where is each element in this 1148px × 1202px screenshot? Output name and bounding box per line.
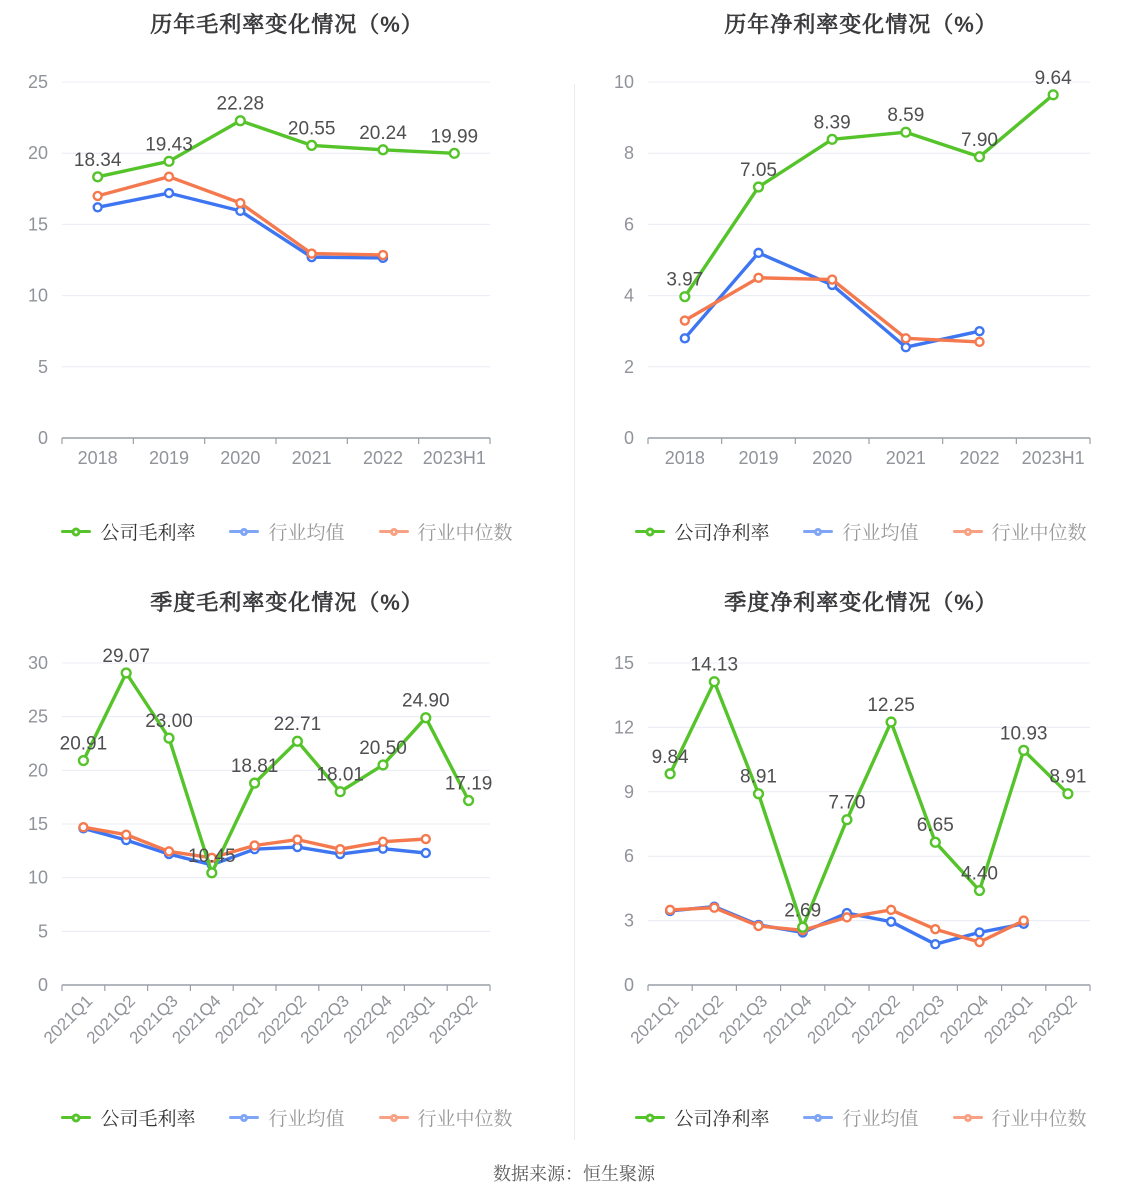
y-grid xyxy=(614,72,1090,448)
chart-panel-quarterly-net-margin xyxy=(574,560,1148,1160)
series-line xyxy=(670,682,1068,928)
data-label: 12.25 xyxy=(867,695,915,717)
legend-item-label: 公司毛利率 xyxy=(100,523,196,544)
x-tick-label: 2021Q3 xyxy=(715,991,772,1048)
line-series-icon xyxy=(953,524,983,540)
legend-item-label: 行业中位数 xyxy=(991,523,1087,544)
x-tick-label: 2018 xyxy=(77,448,118,468)
data-label: 8.59 xyxy=(887,105,925,127)
data-point xyxy=(902,343,910,351)
data-label: 7.90 xyxy=(961,129,998,151)
data-point xyxy=(843,815,852,824)
data-label: 20.24 xyxy=(359,122,407,144)
data-point xyxy=(681,317,689,325)
y-tick-label: 25 xyxy=(27,706,48,727)
y-tick-label: 0 xyxy=(37,428,48,448)
chart-title-quarterly-gross-margin: 季度毛利率变化情况（%） xyxy=(150,590,424,615)
line-series-icon xyxy=(803,524,833,540)
y-tick-label: 10 xyxy=(27,867,48,888)
data-label: 4.40 xyxy=(961,863,998,885)
x-tick-label: 2021Q2 xyxy=(670,991,728,1048)
y-tick-label: 12 xyxy=(613,717,634,738)
data-point xyxy=(165,157,174,166)
legend-item-industry-median[interactable] xyxy=(953,1104,1087,1131)
data-point xyxy=(976,327,984,335)
data-point xyxy=(236,116,245,125)
data-point xyxy=(754,789,763,798)
data-label: 18.34 xyxy=(73,149,122,171)
legend-item-company-net-margin[interactable] xyxy=(635,518,769,545)
chart-panel-annual-net-margin xyxy=(574,0,1148,560)
data-point xyxy=(666,906,674,914)
x-tick-label: 2021 xyxy=(885,448,926,468)
y-tick-label: 15 xyxy=(613,653,634,673)
line-series-icon xyxy=(229,524,259,540)
legend-item-label: 公司净利率 xyxy=(674,1109,770,1130)
data-point xyxy=(336,787,345,796)
data-point xyxy=(1049,90,1058,99)
legend-item-label: 公司净利率 xyxy=(674,523,770,544)
data-point xyxy=(165,847,173,855)
y-tick-label: 10 xyxy=(27,285,48,306)
x-tick-label: 2023Q1 xyxy=(980,991,1037,1048)
x-tick-label: 2021Q2 xyxy=(82,991,140,1048)
legend-quarterly-net-margin xyxy=(574,1104,1148,1131)
line-series-icon xyxy=(803,1110,833,1126)
data-point xyxy=(754,183,763,192)
x-tick-label: 2021Q3 xyxy=(125,991,182,1048)
series-line xyxy=(685,253,980,347)
data-point xyxy=(79,823,87,831)
data-point xyxy=(94,203,102,211)
data-point xyxy=(931,838,940,847)
data-point xyxy=(1019,746,1028,755)
line-series-icon xyxy=(635,524,665,540)
x-axis xyxy=(62,438,490,468)
data-point xyxy=(379,838,387,846)
data-label: 10.93 xyxy=(999,723,1048,745)
y-tick-label: 0 xyxy=(623,975,634,995)
y-tick-label: 30 xyxy=(27,653,48,673)
data-point xyxy=(379,761,388,770)
line-series-icon xyxy=(379,524,409,540)
legend-item-industry-median[interactable] xyxy=(953,518,1087,545)
y-tick-label: 25 xyxy=(27,72,48,92)
line-series-icon xyxy=(635,1110,665,1126)
data-point xyxy=(122,669,131,678)
data-point xyxy=(887,918,895,926)
y-tick-label: 15 xyxy=(27,214,48,235)
legend-item-company-gross-margin[interactable] xyxy=(61,1104,195,1131)
data-point xyxy=(293,737,302,746)
legend-item-industry-median[interactable] xyxy=(379,518,513,545)
y-tick-label: 6 xyxy=(623,846,634,867)
data-label: 9.64 xyxy=(1034,67,1072,89)
x-tick-label: 2021Q1 xyxy=(40,991,97,1048)
data-point xyxy=(379,251,387,259)
y-tick-label: 20 xyxy=(27,760,48,781)
x-tick-label: 2022Q2 xyxy=(847,991,904,1048)
data-point xyxy=(976,338,984,346)
data-label: 23.00 xyxy=(145,711,193,733)
data-point xyxy=(79,756,88,765)
data-point xyxy=(828,276,836,284)
data-point xyxy=(976,928,984,936)
line-series-icon xyxy=(229,1110,259,1126)
y-tick-label: 0 xyxy=(623,428,634,448)
legend-item-industry-average[interactable] xyxy=(803,1104,918,1131)
data-point xyxy=(931,940,939,948)
data-point xyxy=(165,173,173,181)
x-tick-label: 2022Q3 xyxy=(891,991,949,1048)
data-point xyxy=(464,796,473,805)
x-tick-label: 2023H1 xyxy=(422,448,486,468)
series-company xyxy=(74,94,478,182)
data-point xyxy=(666,769,675,778)
data-point xyxy=(755,249,763,257)
chart-panel-annual-gross-margin xyxy=(0,0,574,560)
legend-item-industry-average[interactable] xyxy=(229,518,344,545)
y-tick-label: 4 xyxy=(623,285,634,306)
legend-item-industry-median[interactable] xyxy=(379,1104,513,1131)
series-line xyxy=(685,95,1053,297)
data-point xyxy=(843,913,851,921)
data-point xyxy=(1064,789,1073,798)
x-tick-label: 2021Q4 xyxy=(759,991,816,1048)
line-series-icon xyxy=(61,1110,91,1126)
data-point xyxy=(450,149,459,158)
y-tick-label: 8 xyxy=(623,143,634,164)
data-point xyxy=(975,152,984,161)
legend-quarterly-gross-margin xyxy=(0,1104,574,1131)
data-point xyxy=(976,938,984,946)
series-company xyxy=(666,68,1072,301)
x-tick-label: 2022Q3 xyxy=(296,991,354,1048)
legend-item-label: 公司毛利率 xyxy=(100,1109,196,1130)
data-label: 7.70 xyxy=(828,792,866,814)
data-point xyxy=(887,718,896,727)
legend-item-industry-average[interactable] xyxy=(803,518,918,545)
data-label: 19.99 xyxy=(430,126,479,148)
legend-item-label: 行业中位数 xyxy=(417,523,513,544)
data-point xyxy=(710,904,718,912)
x-tick-label: 2022Q4 xyxy=(936,991,993,1048)
data-point xyxy=(236,199,244,207)
data-label: 7.05 xyxy=(740,160,777,182)
data-label: 22.71 xyxy=(273,714,322,736)
data-point xyxy=(798,923,807,932)
annual-gross-margin-line-chart xyxy=(0,60,574,510)
x-axis xyxy=(40,985,490,1048)
x-tick-label: 2021Q4 xyxy=(168,991,225,1048)
data-point xyxy=(828,135,837,144)
x-tick-label: 2022Q1 xyxy=(211,991,268,1048)
data-label: 6.65 xyxy=(916,815,954,837)
y-tick-label: 9 xyxy=(623,781,634,802)
legend-annual-gross-margin xyxy=(0,518,574,545)
chart-title-quarterly-net-margin: 季度净利率变化情况（%） xyxy=(724,590,998,615)
data-point xyxy=(422,849,430,857)
x-tick-label: 2020 xyxy=(812,448,853,468)
x-tick-label: 2022 xyxy=(362,448,404,468)
y-tick-label: 20 xyxy=(27,143,48,164)
series-industry-median xyxy=(681,274,984,346)
data-point xyxy=(887,906,895,914)
data-point xyxy=(421,713,430,722)
data-label: 8.91 xyxy=(740,766,777,788)
x-tick-label: 2023Q1 xyxy=(382,991,439,1048)
data-label: 22.28 xyxy=(216,93,265,115)
legend-item-label: 行业均值 xyxy=(842,523,919,544)
x-tick-label: 2022Q2 xyxy=(254,991,311,1048)
series-industry-average xyxy=(681,249,984,351)
line-series-icon xyxy=(61,524,91,540)
legend-item-label: 行业均值 xyxy=(268,1109,345,1130)
x-tick-label: 2019 xyxy=(738,448,779,468)
data-label: 18.81 xyxy=(230,756,279,778)
x-tick-label: 2023Q2 xyxy=(1024,991,1081,1048)
line-series-icon xyxy=(953,1110,983,1126)
chart-panel-quarterly-gross-margin xyxy=(0,560,574,1160)
data-point xyxy=(379,145,388,154)
data-point xyxy=(122,831,130,839)
x-tick-label: 2022Q4 xyxy=(339,991,396,1048)
data-point xyxy=(902,334,910,342)
data-point xyxy=(250,779,259,788)
data-point xyxy=(293,836,301,844)
x-axis xyxy=(627,985,1090,1048)
y-tick-label: 5 xyxy=(37,356,48,377)
data-label: 8.39 xyxy=(813,112,851,134)
data-point xyxy=(94,192,102,200)
data-point xyxy=(1020,917,1028,925)
data-label: 10.45 xyxy=(188,845,236,867)
y-tick-label: 3 xyxy=(623,910,634,931)
legend-item-label: 行业中位数 xyxy=(991,1109,1087,1130)
data-label: 20.91 xyxy=(59,733,108,755)
data-point xyxy=(680,292,689,301)
data-point xyxy=(975,886,984,895)
data-label: 29.07 xyxy=(102,645,150,667)
data-point xyxy=(93,172,102,181)
y-tick-label: 15 xyxy=(27,814,48,834)
x-axis xyxy=(648,438,1090,468)
data-label: 17.19 xyxy=(444,773,493,795)
data-point xyxy=(251,841,259,849)
data-label: 3.97 xyxy=(666,269,704,291)
legend-item-label: 行业中位数 xyxy=(417,1109,513,1130)
data-label: 20.50 xyxy=(359,737,407,759)
data-point xyxy=(755,922,763,930)
data-label: 19.43 xyxy=(145,134,193,156)
data-point xyxy=(165,734,174,743)
column-divider xyxy=(574,84,575,1140)
data-point xyxy=(308,250,316,258)
data-source-note: 数据来源：恒生聚源 xyxy=(493,1164,655,1184)
data-label: 2.69 xyxy=(784,900,822,922)
data-label: 14.13 xyxy=(690,654,739,676)
legend-item-company-gross-margin[interactable] xyxy=(61,518,195,545)
data-point xyxy=(165,189,173,197)
x-tick-label: 2021 xyxy=(291,448,332,468)
x-tick-label: 2019 xyxy=(148,448,190,468)
data-label: 24.90 xyxy=(402,690,450,712)
data-point xyxy=(336,845,344,853)
y-tick-label: 0 xyxy=(37,975,48,995)
x-tick-label: 2022Q1 xyxy=(803,991,860,1048)
line-series-icon xyxy=(379,1110,409,1126)
x-tick-label: 2022 xyxy=(959,448,1000,468)
data-point xyxy=(755,274,763,282)
data-label: 20.55 xyxy=(287,118,336,140)
chart-title-annual-gross-margin: 历年毛利率变化情况（%） xyxy=(150,12,424,37)
data-point xyxy=(207,868,216,877)
x-tick-label: 2023Q2 xyxy=(425,991,482,1048)
quarterly-gross-margin-line-chart xyxy=(0,638,574,1088)
data-point xyxy=(710,677,719,686)
data-label: 8.91 xyxy=(1049,766,1087,788)
x-tick-label: 2021Q1 xyxy=(626,991,683,1048)
data-point xyxy=(931,925,939,933)
data-point xyxy=(901,128,910,137)
x-tick-label: 2018 xyxy=(664,448,705,468)
y-grid xyxy=(614,653,1090,995)
y-tick-label: 5 xyxy=(37,921,48,942)
legend-item-label: 行业均值 xyxy=(268,523,345,544)
annual-net-margin-line-chart xyxy=(574,60,1148,510)
data-point xyxy=(681,334,689,342)
y-tick-label: 10 xyxy=(613,72,634,92)
legend-annual-net-margin xyxy=(574,518,1148,545)
data-point xyxy=(422,835,430,843)
legend-item-label: 行业均值 xyxy=(842,1109,919,1130)
data-label: 18.01 xyxy=(316,764,364,786)
quarterly-net-margin-line-chart xyxy=(574,638,1148,1088)
x-tick-label: 2023H1 xyxy=(1021,448,1085,468)
data-label: 9.84 xyxy=(651,746,689,768)
legend-item-industry-average[interactable] xyxy=(229,1104,344,1131)
legend-item-company-net-margin[interactable] xyxy=(635,1104,769,1131)
data-point xyxy=(307,141,316,150)
chart-title-annual-net-margin: 历年净利率变化情况（%） xyxy=(724,12,998,37)
x-tick-label: 2020 xyxy=(220,448,261,468)
series-company xyxy=(652,655,1087,932)
y-tick-label: 2 xyxy=(623,356,634,377)
y-tick-label: 6 xyxy=(623,214,634,235)
